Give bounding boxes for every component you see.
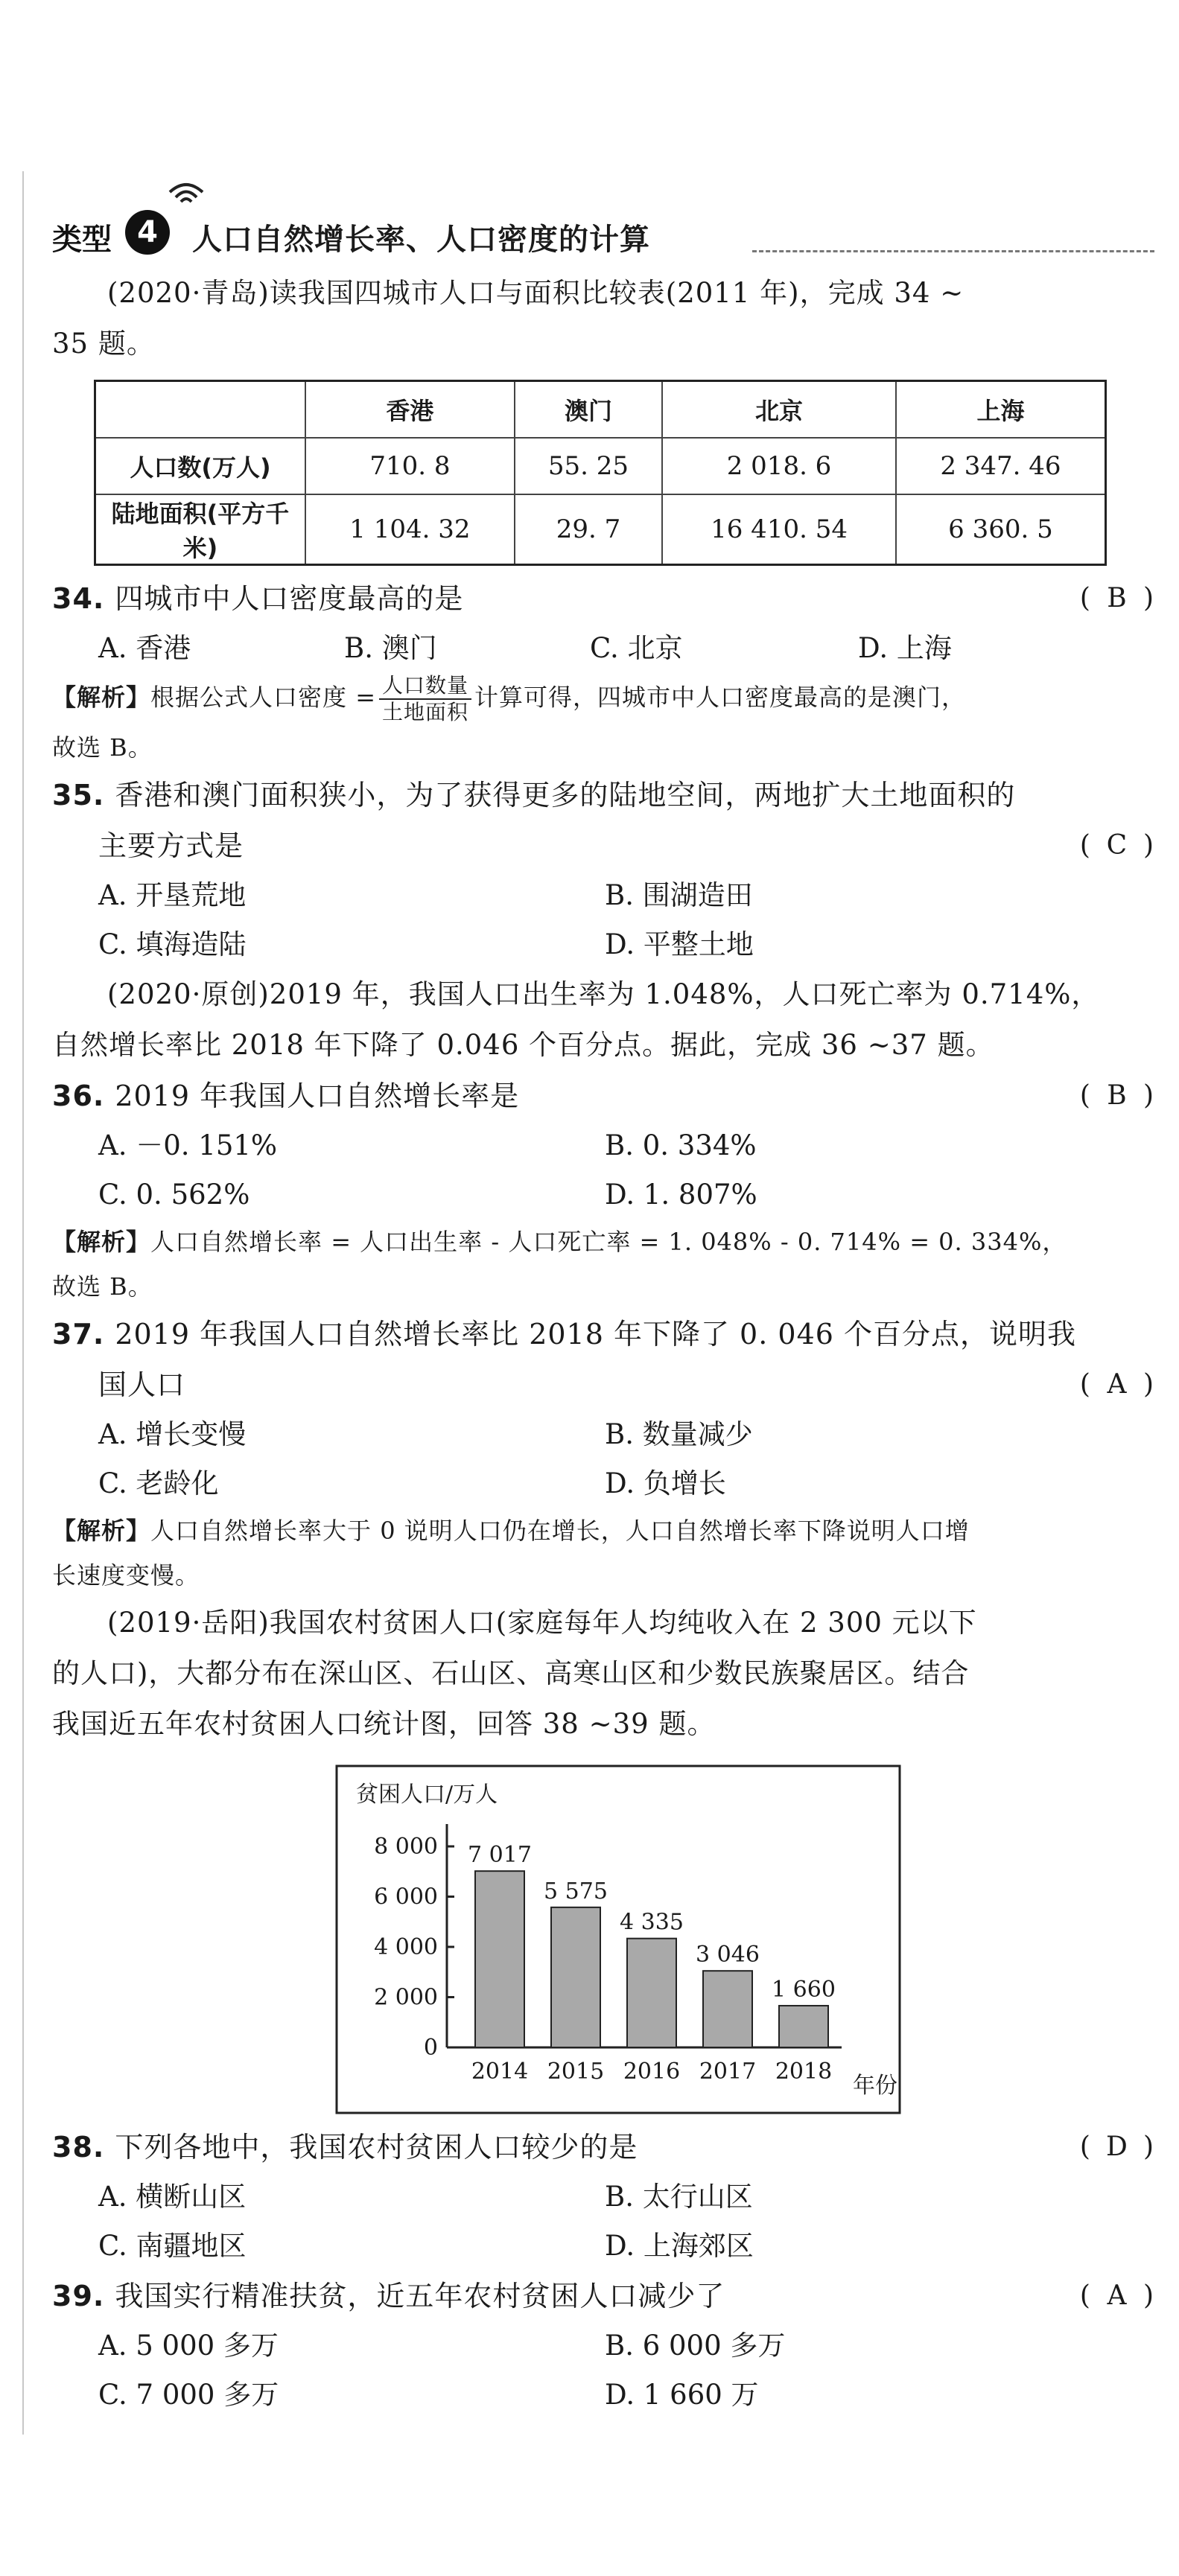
question-number: 35. [52,779,105,812]
table-cell: 1 104. 32 [305,494,515,565]
option: A. 5 000 多万 [98,2330,279,2362]
answer-bracket: ( A ) [1080,2271,1154,2321]
answer-bracket: ( A ) [1080,1359,1154,1410]
answer-bracket: ( B ) [1080,1071,1154,1121]
table-cell: 710. 8 [305,438,515,494]
table-row [95,494,1106,565]
option: C. 北京 [590,632,683,664]
chart-x-label: 年份 [853,2073,897,2099]
intro-34-35-line1: (2020·青岛)读我国四城市人口与面积比较表(2011 年)，完成 34 ~ [107,277,965,309]
section-title: 人口自然增长率、人口密度的计算 [192,223,650,257]
table-cell: 2 347. 46 [896,438,1106,494]
option: B. 6 000 多万 [605,2330,786,2362]
question-text: 主要方式是 [98,829,244,862]
chart-data-label: 3 046 [696,1942,760,1968]
question-37-line2 [52,1359,1154,1410]
answer-letter: B [1107,1080,1128,1111]
question-36 [52,1071,1154,1121]
page-content [52,186,1154,2420]
intro-38-39-line3: 我国近五年农村贫困人口统计图，回答 38 ~39 题。 [52,1708,716,1740]
intro-34-35-line2: 35 题。 [52,328,155,360]
chart-y-label: 贫困人口/万人 [356,1782,498,1808]
signal-icon [164,177,209,204]
question-number: 39. [52,2280,105,2312]
answer-letter: A [1107,1369,1128,1400]
analysis-text: 人口自然增长率大于 0 说明人口仍在增长，人口自然增长率下降说明人口增 [150,1517,970,1545]
chart-y-tick-label: 8 000 [374,1834,438,1860]
poverty-bar-chart [335,1764,901,2114]
options-39 [52,2321,1154,2420]
option: C. 7 000 多万 [98,2379,279,2411]
table-header-cell: 上海 [896,381,1106,439]
question-text: 2019 年我国人口自然增长率比 2018 年下降了 0. 046 个百分点，说明我 [115,1318,1077,1351]
option: B. 0. 334% [605,1129,757,1161]
option: D. 上海郊区 [605,2230,754,2262]
chart-bar [627,1939,676,2047]
option: B. 澳门 [344,632,437,664]
question-text: 四城市中人口密度最高的是 [115,582,464,615]
option: A. 开垦荒地 [98,879,247,911]
chart-y-tick-label: 6 000 [374,1884,438,1910]
option: A. 横断山区 [98,2181,247,2213]
analysis-text: 根据公式人口密度 = [150,683,377,712]
answer-bracket: ( D ) [1080,2122,1154,2172]
table-header-row [95,381,1106,439]
table-cell: 16 410. 54 [662,494,896,565]
chart-x-tick-label: 2016 [623,2059,681,2085]
analysis-text: 人口自然增长率 = 人口出生率 - 人口死亡率 = 1. 048% - 0. 714% = 0. 334%， [150,1228,1067,1256]
section-divider [752,250,1154,252]
intro-38-39-line2: 的人口)，大都分布在深山区、石山区、高寒山区和少数民族聚居区。结合 [52,1657,970,1689]
analysis-37 [52,1508,1154,1553]
option: C. 南疆地区 [98,2230,247,2262]
options-38 [52,2172,1154,2271]
answer-letter: A [1107,2280,1128,2311]
option: D. 1. 807% [605,1179,757,1211]
analysis-34-line2: 故选 B。 [52,733,153,762]
question-number: 37. [52,1318,105,1351]
question-number: 36. [52,1080,105,1112]
chart-data-label: 4 335 [620,1909,684,1936]
analysis-36 [52,1220,1154,1264]
chart-bar [703,1971,752,2047]
chart-y-tick-label: 0 [423,2035,438,2061]
question-text: 我国实行精准扶贫，近五年农村贫困人口减少了 [115,2280,725,2312]
question-number: 38. [52,2131,105,2164]
table-header-cell: 香港 [305,381,515,439]
chart-y-tick-label: 4 000 [374,1934,438,1960]
analysis-tag: 【解析】 [52,683,151,712]
table-row-head: 人口数(万人) [95,438,306,494]
chart-x-tick-label: 2018 [775,2059,833,2085]
option: A. 增长变慢 [98,1418,247,1450]
answer-bracket: ( C ) [1080,820,1154,871]
option: C. 老龄化 [98,1467,219,1499]
fraction-denominator: 土地面积 [382,700,469,724]
density-fraction [379,673,471,725]
analysis-34 [52,673,1154,725]
option: D. 上海 [858,632,952,664]
question-38 [52,2122,1154,2172]
table-cell: 2 018. 6 [662,438,896,494]
option: C. 填海造陆 [98,928,247,960]
option: D. 负增长 [605,1467,726,1499]
option: D. 1 660 万 [605,2379,759,2411]
option: D. 平整土地 [605,928,754,960]
option: B. 围湖造田 [605,879,753,911]
question-39 [52,2271,1154,2321]
chart-bar [475,1871,524,2047]
options-37 [52,1410,1154,1508]
option: C. 0. 562% [98,1179,250,1211]
table-cell: 29. 7 [515,494,662,565]
analysis-tag: 【解析】 [52,1228,151,1256]
table-cell: 6 360. 5 [896,494,1106,565]
chart-svg [335,1764,901,2114]
question-number: 34. [52,582,105,615]
question-text: 2019 年我国人口自然增长率是 [115,1080,520,1112]
intro-36-37-line2: 自然增长率比 2018 年下降了 0.046 个百分点。据此，完成 36 ~37 题。 [52,1029,994,1061]
table-row [95,438,1106,494]
question-35 [52,770,1154,820]
option: A. 香港 [98,632,191,664]
intro-36-37-line1: (2020·原创)2019 年，我国人口出生率为 1.048%，人口死亡率为 0.714%， [107,978,1100,1010]
type-number-badge: 4 [125,210,170,255]
answer-letter: D [1106,2132,1128,2162]
section-header [52,186,1154,268]
city-comparison-table [94,380,1107,566]
type-label: 类型 [52,223,112,257]
table-header-cell: 澳门 [515,381,662,439]
analysis-36-line2: 故选 B。 [52,1272,153,1301]
analysis-text: 计算可得，四城市中人口密度最高的是澳门， [474,683,967,712]
chart-y-tick-label: 2 000 [374,1984,438,2011]
chart-data-label: 7 017 [468,1842,532,1869]
answer-letter: C [1106,830,1128,861]
option: A. －0. 151% [98,1129,278,1161]
table-header-cell: 北京 [662,381,896,439]
table-row-head: 陆地面积(平方千米) [95,494,306,565]
option: B. 数量减少 [605,1418,753,1450]
intro-38-39-line1: (2019·岳阳)我国农村贫困人口(家庭每年人均纯收入在 2 300 元以下 [107,1607,977,1639]
chart-bar [551,1907,600,2047]
analysis-tag: 【解析】 [52,1517,151,1545]
chart-data-label: 1 660 [772,1976,836,2003]
chart-x-tick-label: 2015 [547,2059,605,2085]
question-34 [52,573,1154,624]
options-34 [52,624,1154,673]
options-36 [52,1121,1154,1220]
question-35-line2 [52,820,1154,871]
question-text: 国人口 [98,1368,186,1401]
chart-data-label: 5 575 [544,1878,608,1904]
chart-bar [779,2006,828,2047]
question-text: 下列各地中，我国农村贫困人口较少的是 [115,2131,638,2164]
table-cell: 55. 25 [515,438,662,494]
answer-bracket: ( B ) [1080,573,1154,624]
analysis-37-line2: 长速度变慢。 [52,1561,200,1590]
fraction-numerator: 人口数量 [379,673,471,700]
table-header-cell [95,381,306,439]
options-35 [52,871,1154,969]
option: B. 太行山区 [605,2181,753,2213]
margin-line [22,171,24,2435]
chart-x-tick-label: 2014 [471,2059,529,2085]
question-text: 香港和澳门面积狭小，为了获得更多的陆地空间，两地扩大土地面积的 [115,779,1016,812]
chart-x-tick-label: 2017 [699,2059,757,2085]
answer-letter: B [1107,583,1128,613]
question-37 [52,1309,1154,1359]
